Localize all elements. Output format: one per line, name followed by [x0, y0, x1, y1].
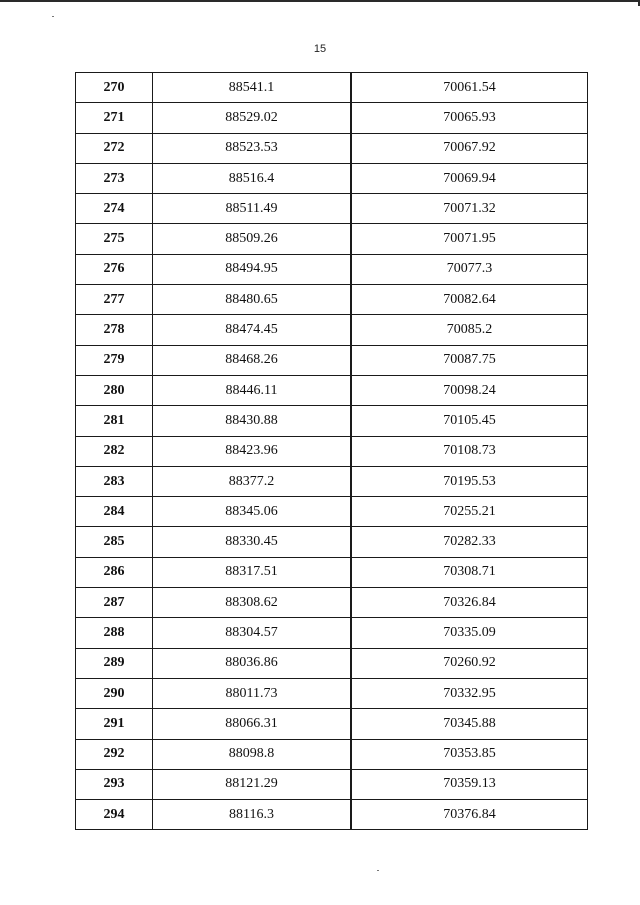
point-number-cell: 275 — [76, 224, 153, 254]
point-number-cell: 294 — [76, 800, 153, 830]
y-coordinate-cell: 70082.64 — [351, 285, 588, 315]
table-row — [76, 497, 588, 527]
y-coordinate-cell: 70071.95 — [351, 224, 588, 254]
x-coordinate-cell: 88474.45 — [153, 315, 352, 345]
y-coordinate-cell: 70260.92 — [351, 648, 588, 678]
point-number-cell: 273 — [76, 163, 153, 193]
point-number-cell: 285 — [76, 527, 153, 557]
table-row — [76, 588, 588, 618]
point-number-cell: 278 — [76, 315, 153, 345]
y-coordinate-cell: 70335.09 — [351, 618, 588, 648]
point-number-cell: 283 — [76, 466, 153, 496]
y-coordinate-cell: 70067.92 — [351, 133, 588, 163]
table-row — [76, 527, 588, 557]
table-row — [76, 466, 588, 496]
table-row — [76, 800, 588, 830]
point-number-cell: 272 — [76, 133, 153, 163]
x-coordinate-cell: 88036.86 — [153, 648, 352, 678]
table-row — [76, 436, 588, 466]
x-coordinate-cell: 88423.96 — [153, 436, 352, 466]
x-coordinate-cell: 88529.02 — [153, 103, 352, 133]
point-number-cell: 288 — [76, 618, 153, 648]
y-coordinate-cell: 70077.3 — [351, 254, 588, 284]
y-coordinate-cell: 70087.75 — [351, 345, 588, 375]
x-coordinate-cell: 88011.73 — [153, 678, 352, 708]
table-row — [76, 285, 588, 315]
table-row — [76, 73, 588, 103]
x-coordinate-cell: 88494.95 — [153, 254, 352, 284]
point-number-cell: 277 — [76, 285, 153, 315]
point-number-cell: 287 — [76, 588, 153, 618]
x-coordinate-cell: 88066.31 — [153, 709, 352, 739]
x-coordinate-cell: 88121.29 — [153, 769, 352, 799]
table-row — [76, 224, 588, 254]
table-row — [76, 618, 588, 648]
x-coordinate-cell: 88377.2 — [153, 466, 352, 496]
table-row — [76, 254, 588, 284]
table-row — [76, 406, 588, 436]
y-coordinate-cell: 70071.32 — [351, 194, 588, 224]
y-coordinate-cell: 70061.54 — [351, 73, 588, 103]
y-coordinate-cell: 70353.85 — [351, 739, 588, 769]
y-coordinate-cell: 70332.95 — [351, 678, 588, 708]
y-coordinate-cell: 70195.53 — [351, 466, 588, 496]
point-number-cell: 279 — [76, 345, 153, 375]
point-number-cell: 281 — [76, 406, 153, 436]
point-number-cell: 280 — [76, 375, 153, 405]
x-coordinate-cell: 88330.45 — [153, 527, 352, 557]
y-coordinate-cell: 70326.84 — [351, 588, 588, 618]
y-coordinate-cell: 70085.2 — [351, 315, 588, 345]
x-coordinate-cell: 88509.26 — [153, 224, 352, 254]
x-coordinate-cell: 88098.8 — [153, 739, 352, 769]
point-number-cell: 293 — [76, 769, 153, 799]
x-coordinate-cell: 88523.53 — [153, 133, 352, 163]
page-number: 15 — [313, 43, 327, 55]
coordinate-table — [75, 72, 588, 830]
y-coordinate-cell: 70376.84 — [351, 800, 588, 830]
x-coordinate-cell: 88511.49 — [153, 194, 352, 224]
y-coordinate-cell: 70065.93 — [351, 103, 588, 133]
point-number-cell: 274 — [76, 194, 153, 224]
point-number-cell: 291 — [76, 709, 153, 739]
x-coordinate-cell: 88446.11 — [153, 375, 352, 405]
x-coordinate-cell: 88516.4 — [153, 163, 352, 193]
table-row — [76, 163, 588, 193]
table-row — [76, 345, 588, 375]
table-row — [76, 739, 588, 769]
table-row — [76, 709, 588, 739]
y-coordinate-cell: 70359.13 — [351, 769, 588, 799]
table-row — [76, 315, 588, 345]
x-coordinate-cell: 88317.51 — [153, 557, 352, 587]
table-row — [76, 678, 588, 708]
point-number-cell: 289 — [76, 648, 153, 678]
point-number-cell: 292 — [76, 739, 153, 769]
point-number-cell: 286 — [76, 557, 153, 587]
point-number-cell: 282 — [76, 436, 153, 466]
y-coordinate-cell: 70345.88 — [351, 709, 588, 739]
y-coordinate-cell: 70108.73 — [351, 436, 588, 466]
point-number-cell: 276 — [76, 254, 153, 284]
table-row — [76, 133, 588, 163]
x-coordinate-cell: 88345.06 — [153, 497, 352, 527]
coordinate-table-body — [76, 73, 588, 830]
x-coordinate-cell: 88308.62 — [153, 588, 352, 618]
point-number-cell: 270 — [76, 73, 153, 103]
table-row — [76, 194, 588, 224]
point-number-cell: 271 — [76, 103, 153, 133]
point-number-cell: 284 — [76, 497, 153, 527]
y-coordinate-cell: 70282.33 — [351, 527, 588, 557]
scan-border-top — [0, 0, 640, 2]
table-row — [76, 375, 588, 405]
x-coordinate-cell: 88468.26 — [153, 345, 352, 375]
x-coordinate-cell: 88430.88 — [153, 406, 352, 436]
x-coordinate-cell: 88304.57 — [153, 618, 352, 648]
scan-speck — [52, 16, 54, 17]
table-row — [76, 557, 588, 587]
y-coordinate-cell: 70105.45 — [351, 406, 588, 436]
table-row — [76, 103, 588, 133]
x-coordinate-cell: 88480.65 — [153, 285, 352, 315]
table-row — [76, 769, 588, 799]
x-coordinate-cell: 88116.3 — [153, 800, 352, 830]
y-coordinate-cell: 70098.24 — [351, 375, 588, 405]
table-row — [76, 648, 588, 678]
point-number-cell: 290 — [76, 678, 153, 708]
y-coordinate-cell: 70069.94 — [351, 163, 588, 193]
scan-speck — [377, 870, 379, 871]
y-coordinate-cell: 70308.71 — [351, 557, 588, 587]
x-coordinate-cell: 88541.1 — [153, 73, 352, 103]
y-coordinate-cell: 70255.21 — [351, 497, 588, 527]
